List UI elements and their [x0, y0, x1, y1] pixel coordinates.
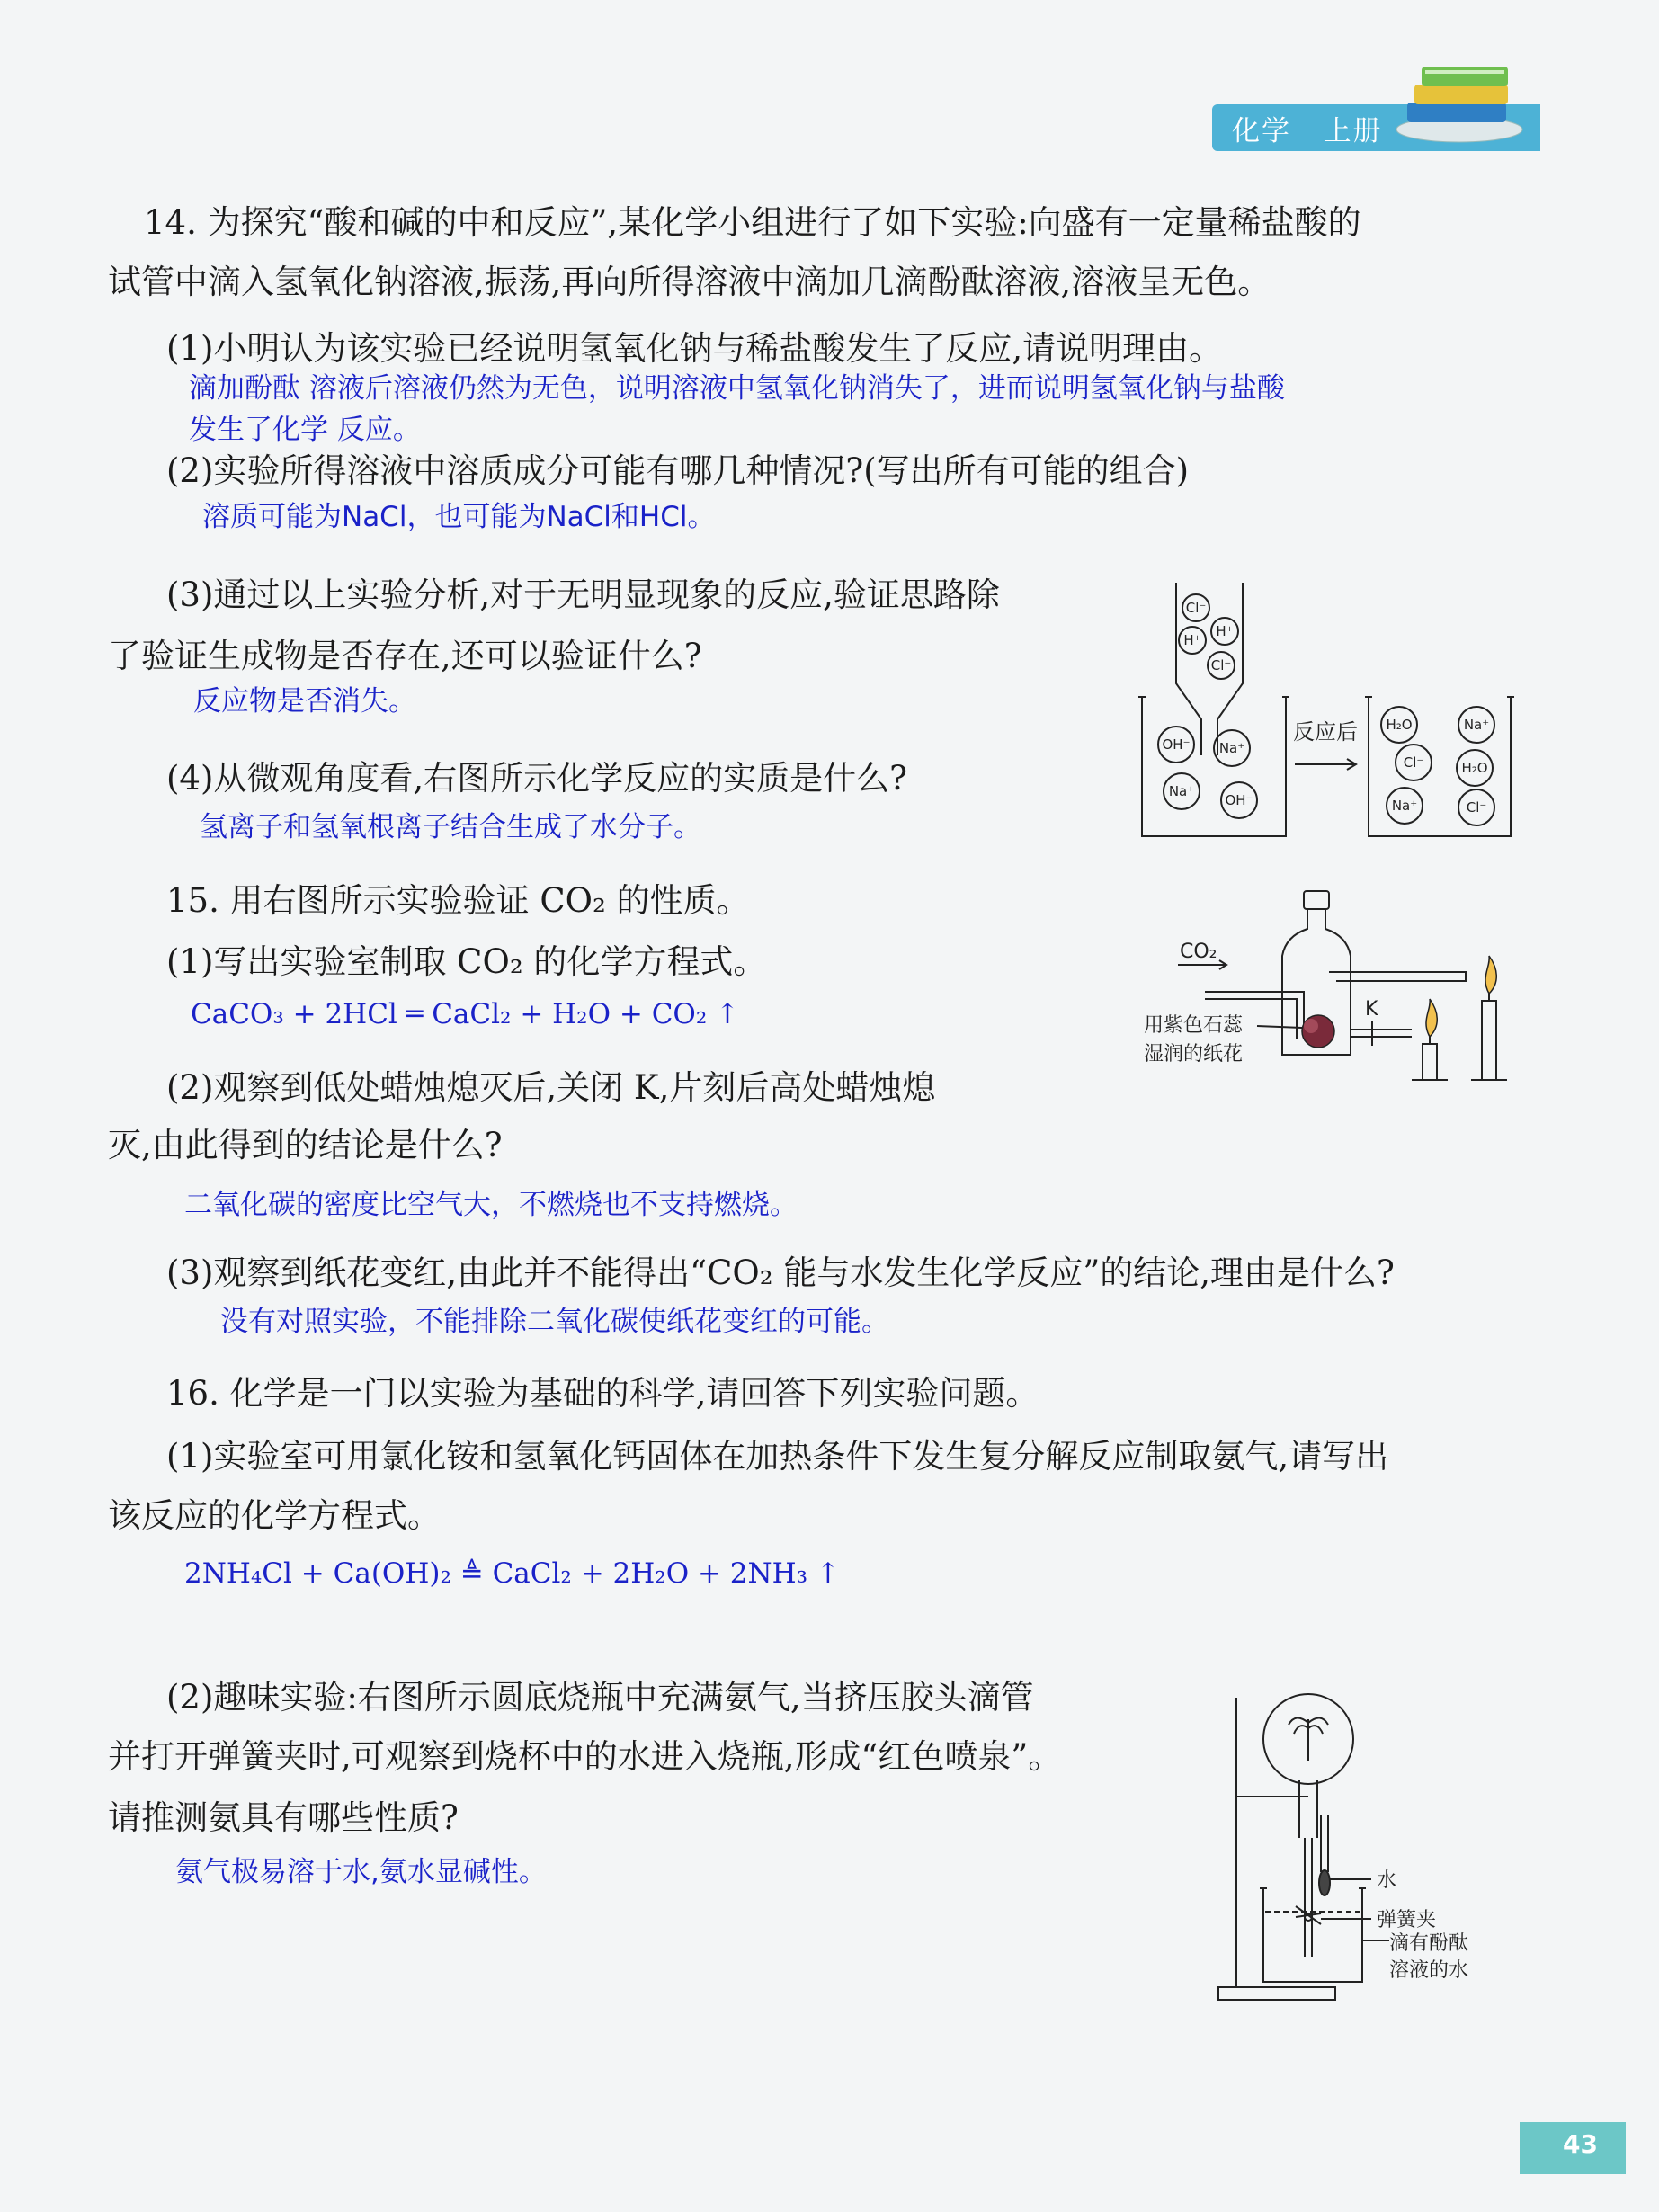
q14-part4: (4)从微观角度看,右图所示化学反应的实质是什么?	[166, 759, 908, 798]
q14-answer3: 反应物是否消失。	[193, 685, 416, 718]
q15-part2-line1: (2)观察到低处蜡烛熄灭后,关闭 K,片刻后高处蜡烛熄	[166, 1068, 936, 1107]
q15-stem: 15. 用右图所示实验验证 CO₂ 的性质。	[166, 881, 750, 920]
after-ion-3: Cl⁻	[1403, 754, 1424, 771]
q16-part1-line2: 该反应的化学方程式。	[108, 1496, 441, 1535]
co2-experiment-figure	[1142, 886, 1520, 1106]
q16-part2-line3: 请推测氨具有哪些性质?	[108, 1798, 459, 1837]
q15-part1: (1)写出实验室制取 CO₂ 的化学方程式。	[166, 942, 767, 981]
q14-stem-line1: 14. 为探究“酸和碱的中和反应”,某化学小组进行了如下实验:向盛有一定量稀盐酸的	[144, 203, 1361, 242]
q14-part3-line2: 了验证生成物是否存在,还可以验证什么?	[108, 637, 702, 675]
q14-answer4: 氢离子和氢氧根离子结合生成了水分子。	[200, 811, 701, 843]
valve-k-label: K	[1365, 998, 1378, 1021]
q14-answer1-line1: 滴加酚酞 溶液后溶液仍然为无色，说明溶液中氢氧化钠消失了，进而说明氢氧化钠与盐酸	[189, 372, 1285, 405]
spring-clamp-label: 弹簧夹	[1377, 1909, 1437, 1931]
dropper-ion-3: H⁺	[1183, 632, 1201, 648]
q15-answer2: 二氧化碳的密度比空气大，不燃烧也不支持燃烧。	[184, 1189, 798, 1221]
q15-part2-line2: 灭,由此得到的结论是什么?	[108, 1126, 503, 1164]
before-ion-1: OH⁻	[1162, 736, 1191, 753]
q14-answer1-line2: 发生了化学 反应。	[189, 414, 421, 446]
books-icon	[1389, 56, 1524, 146]
after-ion-5: Na⁺	[1391, 798, 1418, 814]
q15-answer3: 没有对照实验，不能排除二氧化碳使纸花变红的可能。	[220, 1306, 889, 1338]
paper-flower-label-line2: 湿润的纸花	[1144, 1043, 1244, 1066]
after-ion-4: H₂O	[1461, 760, 1488, 776]
paper-flower-label-line1: 用紫色石蕊	[1144, 1014, 1244, 1037]
dropper-ion-4: Cl⁻	[1210, 657, 1232, 673]
water-label: 水	[1377, 1869, 1397, 1892]
q15-part3: (3)观察到纸花变红,由此并不能得出“CO₂ 能与水发生化学反应”的结论,理由是什么?	[166, 1253, 1395, 1292]
q16-stem: 16. 化学是一门以实验为基础的科学,请回答下列实验问题。	[166, 1374, 1039, 1413]
beaker-label-line2: 溶液的水	[1389, 1959, 1469, 1982]
q14-answer2: 溶质可能为NaCl，也可能为NaCl和HCl。	[202, 501, 716, 533]
page-number: 43	[1563, 2129, 1598, 2159]
beaker-label-line1: 滴有酚酞	[1389, 1932, 1469, 1955]
q16-part2-line1: (2)趣味实验:右图所示圆底烧瓶中充满氨气,当挤压胶头滴管	[166, 1678, 1034, 1717]
header-volume: 上册	[1323, 115, 1383, 147]
q14-part3-line1: (3)通过以上实验分析,对于无明显现象的反应,验证思路除	[166, 575, 1000, 614]
header-title	[1232, 108, 1383, 148]
after-ion-1: H₂O	[1386, 717, 1413, 733]
dropper-ion-1: Cl⁻	[1185, 600, 1207, 616]
before-ion-2: Na⁺	[1218, 740, 1245, 756]
before-ion-4: OH⁻	[1225, 792, 1253, 808]
after-ion-2: Na⁺	[1463, 717, 1490, 733]
header-subject: 化学	[1232, 115, 1291, 147]
q14-part2: (2)实验所得溶液中溶质成分可能有哪几种情况?(写出所有可能的组合)	[166, 451, 1190, 490]
reaction-arrow-label: 反应后	[1293, 719, 1358, 745]
neutralization-figure	[1133, 575, 1529, 845]
after-ion-6: Cl⁻	[1466, 799, 1487, 816]
q15-answer1: CaCO₃ + 2HCl ═ CaCl₂ + H₂O + CO₂ ↑	[191, 998, 740, 1030]
q16-answer1: 2NH₄Cl + Ca(OH)₂ ≜ CaCl₂ + 2H₂O + 2NH₃ ↑	[184, 1557, 840, 1590]
q14-stem-line2: 试管中滴入氢氧化钠溶液,振荡,再向所得溶液中滴加几滴酚酞溶液,溶液呈无色。	[108, 263, 1271, 301]
co2-label: CO₂	[1180, 941, 1217, 963]
q16-part1-line1: (1)实验室可用氯化铵和氢氧化钙固体在加热条件下发生复分解反应制取氨气,请写出	[166, 1437, 1389, 1476]
before-ion-3: Na⁺	[1168, 783, 1195, 799]
q16-answer2: 氨气极易溶于水,氨水显碱性。	[175, 1856, 547, 1888]
q14-part1: (1)小明认为该实验已经说明氢氧化钠与稀盐酸发生了反应,请说明理由。	[166, 329, 1223, 368]
dropper-ion-2: H⁺	[1216, 623, 1234, 639]
ammonia-fountain-figure	[1209, 1680, 1520, 2012]
q16-part2-line2: 并打开弹簧夹时,可观察到烧杯中的水进入烧瓶,形成“红色喷泉”。	[108, 1737, 1062, 1776]
